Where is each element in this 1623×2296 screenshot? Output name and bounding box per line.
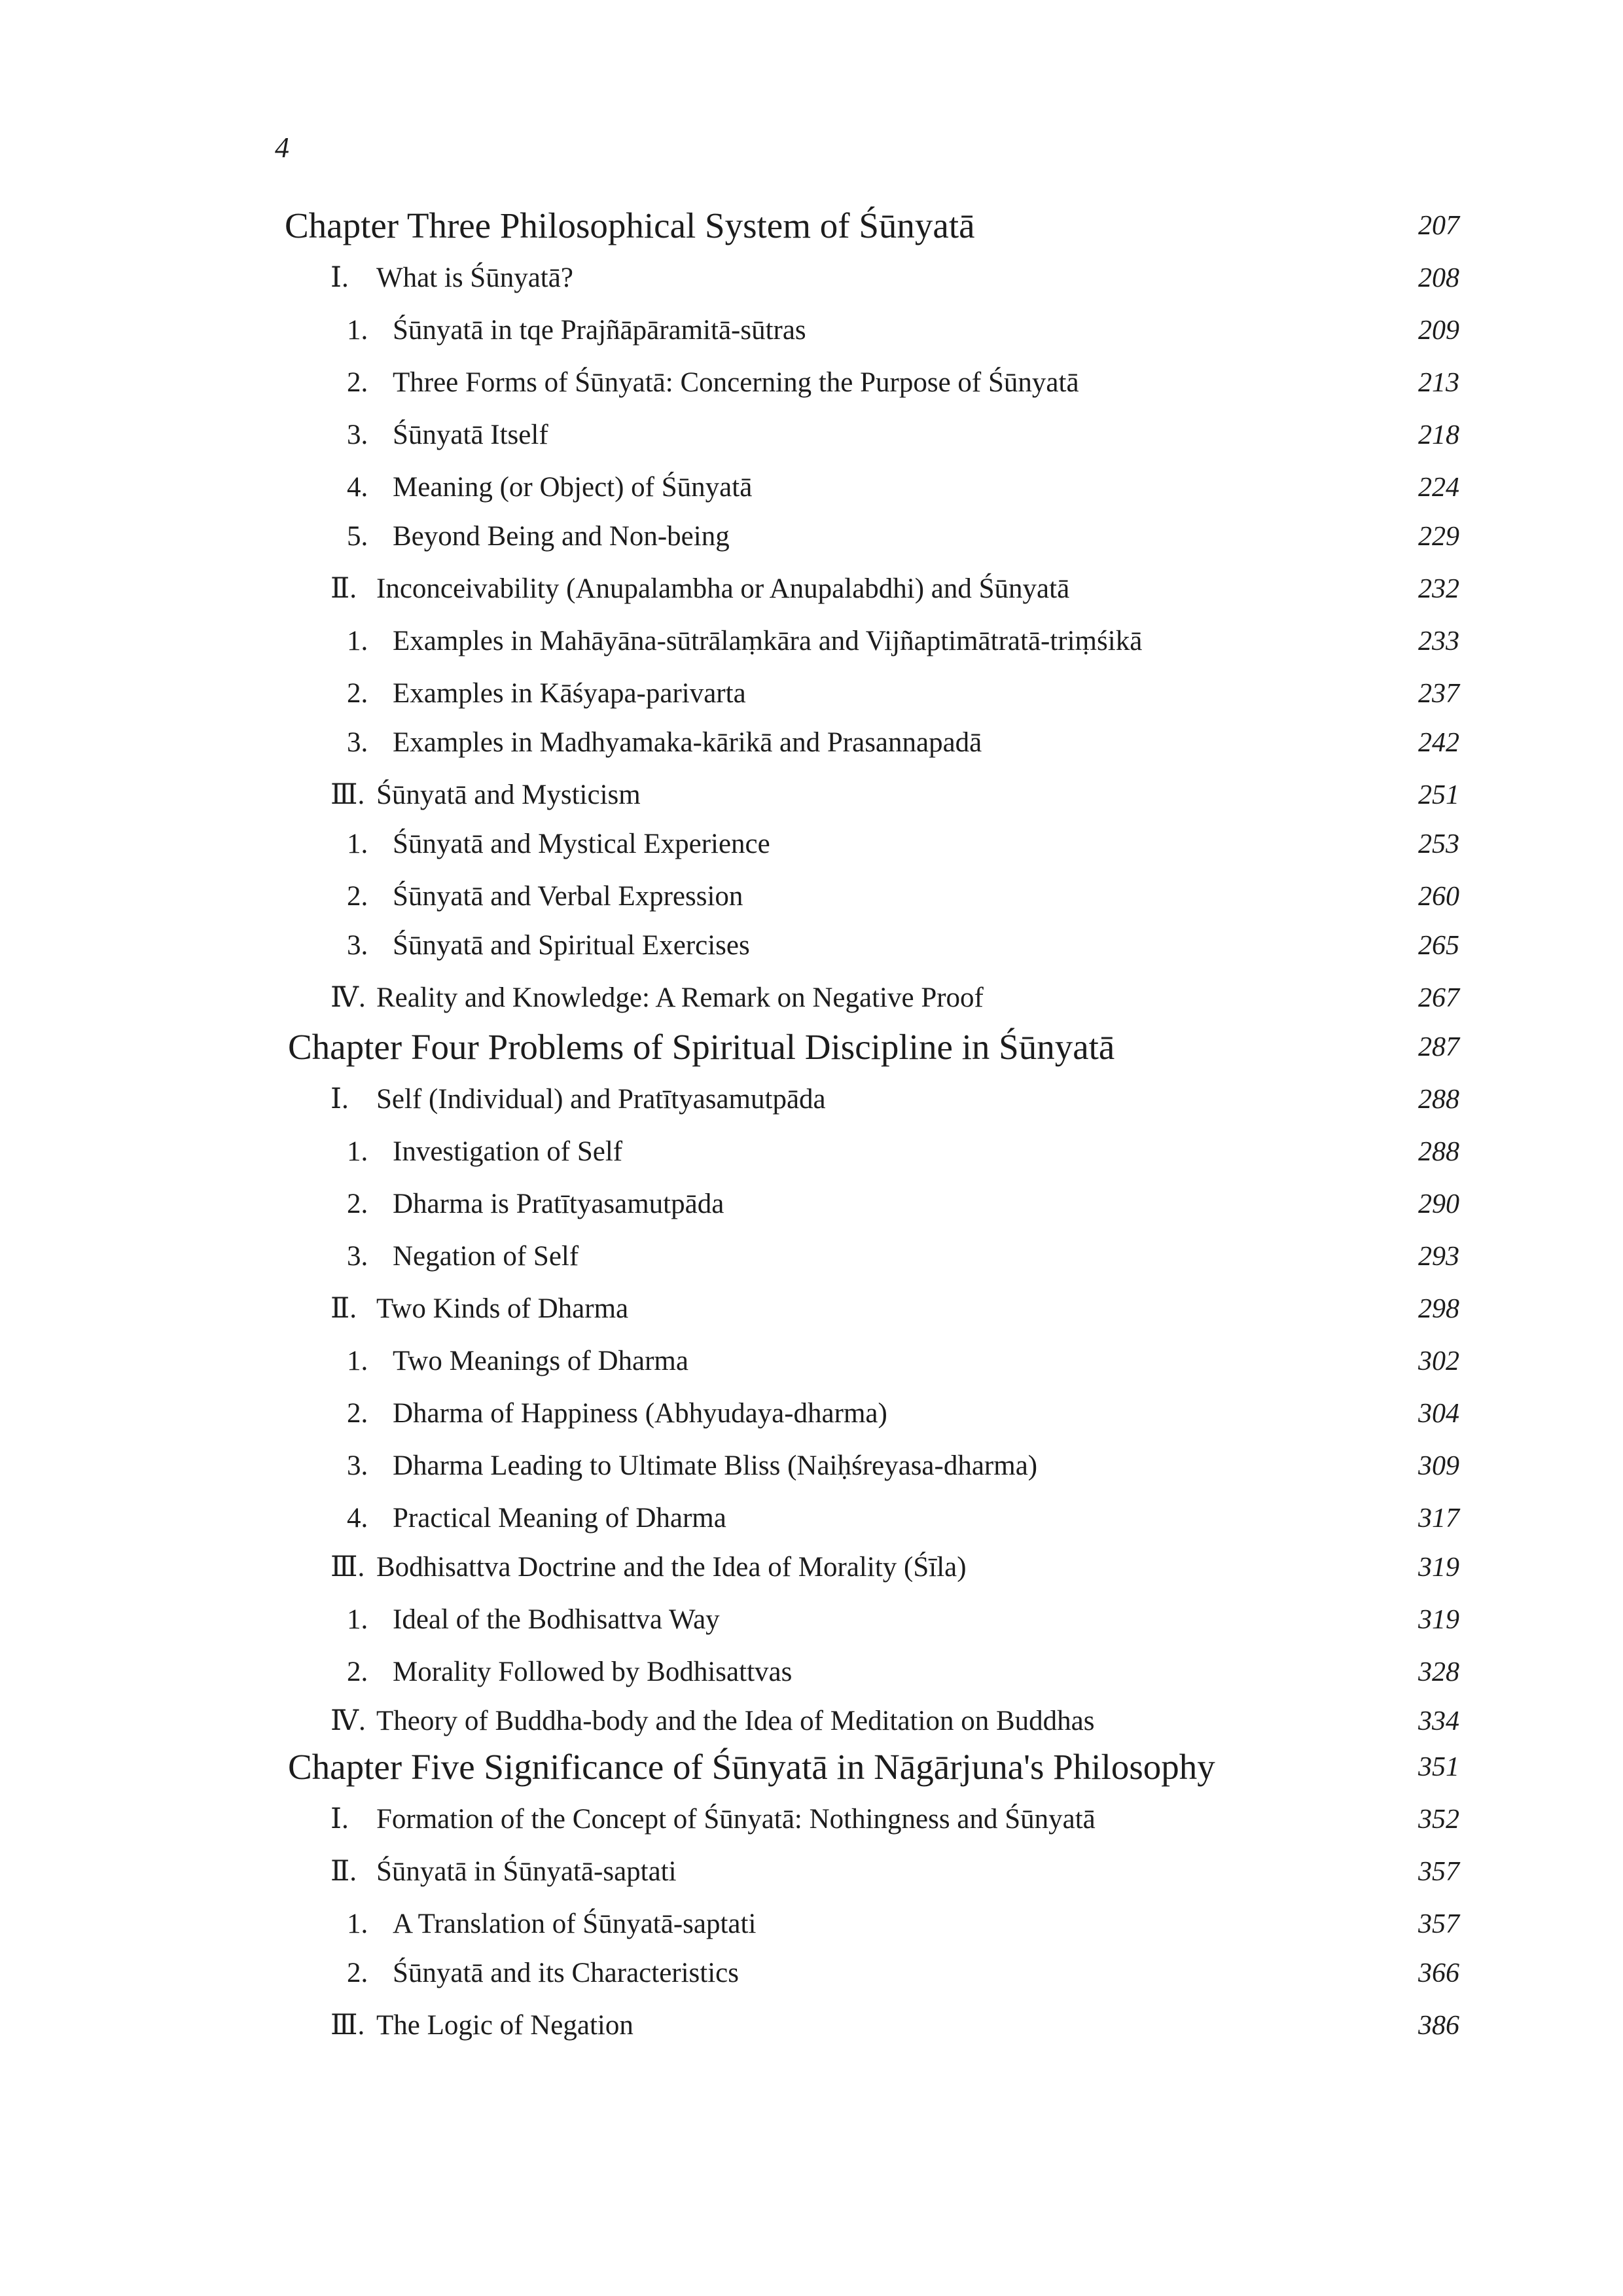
toc-entry-number: Ⅱ. [330,1293,357,1324]
toc-entry-page: 298 [1418,1294,1459,1324]
toc-entry-title: Self (Individual) and Pratītyasamutpāda [376,1084,826,1115]
toc-entry-page: 328 [1418,1657,1459,1687]
toc-entry-title: Morality Followed by Bodhisattvas [393,1657,793,1687]
toc-entry-number: Ⅰ. [330,262,349,293]
toc-entry-page: 267 [1418,983,1459,1013]
toc-entry-number: 3. [347,930,368,961]
toc-entry-title: Chapter Five Significance of Śūnyatā in Nāgārjuna's Philosophy [288,1747,1215,1787]
toc-entry-page: 232 [1418,574,1459,604]
toc-entry-number: 2. [347,1189,368,1219]
toc-entry-number: 4. [347,472,368,503]
toc-entry-page: 309 [1418,1451,1459,1481]
toc-entry-number: Ⅲ. [330,780,365,810]
toc-entry-page: 293 [1418,1242,1459,1272]
toc-entry-number: Ⅳ. [330,982,366,1013]
toc-entry-title: Formation of the Concept of Śūnyatā: Nothingness and Śūnyatā [376,1804,1096,1835]
toc-entry-number: 5. [347,521,368,552]
toc-entry-page: 237 [1418,679,1459,709]
toc-entry-title: Two Kinds of Dharma [376,1293,629,1324]
toc-entry-page: 233 [1418,626,1459,656]
toc-entry-page: 288 [1418,1085,1459,1115]
toc-entry-number: 4. [347,1503,368,1534]
toc-entry-page: 224 [1418,473,1459,503]
toc-entry-number: Ⅱ. [330,573,357,604]
toc-entry-number: Ⅱ. [330,1856,357,1887]
toc-entry-title: Dharma of Happiness (Abhyudaya-dharma) [393,1398,887,1429]
toc-entry-title: Śūnyatā in Śūnyatā-saptati [376,1856,677,1887]
toc-entry-number: 2. [347,367,368,398]
toc-entry-title: Śūnyatā and Spiritual Exercises [393,930,750,961]
toc-entry-page: 242 [1418,728,1459,758]
toc-entry-title: Dharma is Pratītyasamutpāda [393,1189,724,1219]
toc-entry-title: Reality and Knowledge: A Remark on Negative Proof [376,982,984,1013]
toc-entry-title: Inconceivability (Anupalambha or Anupalabdhi) and Śūnyatā [376,573,1070,604]
toc-entry-title: The Logic of Negation [376,2010,633,2041]
toc-entry-title: Meaning (or Object) of Śūnyatā [393,472,753,503]
toc-entry-page: 357 [1418,1909,1459,1939]
toc-entry-page: 260 [1418,882,1459,912]
toc-entry-title: Two Meanings of Dharma [393,1346,688,1376]
toc-entry-number: 1. [347,1604,368,1635]
toc-entry-title: Ideal of the Bodhisattva Way [393,1604,720,1635]
toc-entry-page: 351 [1418,1752,1459,1782]
toc-entry-number: 1. [347,1136,368,1167]
toc-entry-number: 2. [347,1958,368,1988]
toc-entry-number: Ⅲ. [330,1552,365,1583]
toc-entry-number: 1. [347,626,368,656]
toc-entry-title: Chapter Three Philosophical System of Śūnyatā [285,206,975,245]
toc-entry-number: 3. [347,727,368,758]
toc-entry-page: 304 [1418,1399,1459,1429]
toc-entry-page: 319 [1418,1552,1459,1583]
toc-entry-number: 3. [347,1241,368,1272]
toc-entry-page: 302 [1418,1346,1459,1376]
toc-entry-title: Śūnyatā in tԛe Prajñāpāramitā-sūtras [393,315,806,346]
toc-entry-number: 1. [347,315,368,346]
toc-entry-title: A Translation of Śūnyatā-saptati [393,1909,757,1939]
toc-entry-number: Ⅰ. [330,1804,349,1835]
toc-entry-title: Examples in Mahāyāna-sūtrālaṃkāra and Vijñaptimātratā-triṃśikā [393,626,1143,656]
toc-entry-number: 1. [347,1346,368,1376]
toc-entry-page: 213 [1418,368,1459,398]
toc-entry-title: Bodhisattva Doctrine and the Idea of Morality (Śīla) [376,1552,967,1583]
toc-entry-number: 2. [347,678,368,709]
toc-entry-page: 334 [1418,1706,1459,1736]
toc-entry-page: 218 [1418,420,1459,450]
toc-entry-page: 209 [1418,315,1459,346]
toc-entry-number: 1. [347,1909,368,1939]
toc-entry-page: 288 [1418,1137,1459,1167]
toc-entry-title: Śūnyatā and Verbal Expression [393,881,743,912]
toc-entry-title: Theory of Buddha-body and the Idea of Meditation on Buddhas [376,1706,1095,1736]
toc-entry-page: 290 [1418,1189,1459,1219]
toc-entry-title: Śūnyatā Itself [393,420,548,450]
toc-entry-title: Chapter Four Problems of Spiritual Discipline in Śūnyatā [288,1027,1115,1067]
toc-entry-page: 251 [1418,780,1459,810]
toc-entry-title: Beyond Being and Non-being [393,521,730,552]
toc-entry-page: 208 [1418,263,1459,293]
toc-entry-title: Dharma Leading to Ultimate Bliss (Naiḥśreyasa-dharma) [393,1450,1038,1481]
toc-entry-title: Śūnyatā and Mysticism [376,780,641,810]
toc-entry-page: 352 [1418,1804,1459,1835]
toc-entry-number: 3. [347,1450,368,1481]
toc-entry-number: Ⅳ. [330,1706,366,1736]
toc-entry-title: Negation of Self [393,1241,579,1272]
toc-entry-number: Ⅲ. [330,2010,365,2041]
toc-entry-page: 366 [1418,1958,1459,1988]
toc-entry-page: 253 [1418,829,1459,859]
toc-entry-title: Investigation of Self [393,1136,623,1167]
toc-entry-title: Practical Meaning of Dharma [393,1503,726,1534]
toc-entry-number: 2. [347,881,368,912]
toc-entry-page: 386 [1418,2011,1459,2041]
toc-entry-number: 1. [347,829,368,859]
toc-entry-page: 265 [1418,931,1459,961]
toc-entry-title: Śūnyatā and its Characteristics [393,1958,739,1988]
toc-entry-page: 287 [1418,1032,1459,1062]
toc-entry-page: 357 [1418,1857,1459,1887]
toc-entry-title: Three Forms of Śūnyatā: Concerning the Purpose of Śūnyatā [393,367,1079,398]
toc-entry-title: Śūnyatā and Mystical Experience [393,829,770,859]
toc-entry-number: 3. [347,420,368,450]
toc-entry-number: Ⅰ. [330,1084,349,1115]
toc-entry-title: Examples in Madhyamaka-kārikā and Prasannapadā [393,727,982,758]
toc-entry-title: Examples in Kāśyapa-parivarta [393,678,746,709]
toc-entry-page: 317 [1418,1503,1459,1534]
page-number: 4 [275,132,289,164]
toc-entry-number: 2. [347,1657,368,1687]
toc-entry-number: 2. [347,1398,368,1429]
toc-entry-page: 229 [1418,522,1459,552]
toc-entry-page: 207 [1418,211,1459,241]
toc-entry-title: What is Śūnyatā? [376,262,573,293]
toc-entry-page: 319 [1418,1605,1459,1635]
